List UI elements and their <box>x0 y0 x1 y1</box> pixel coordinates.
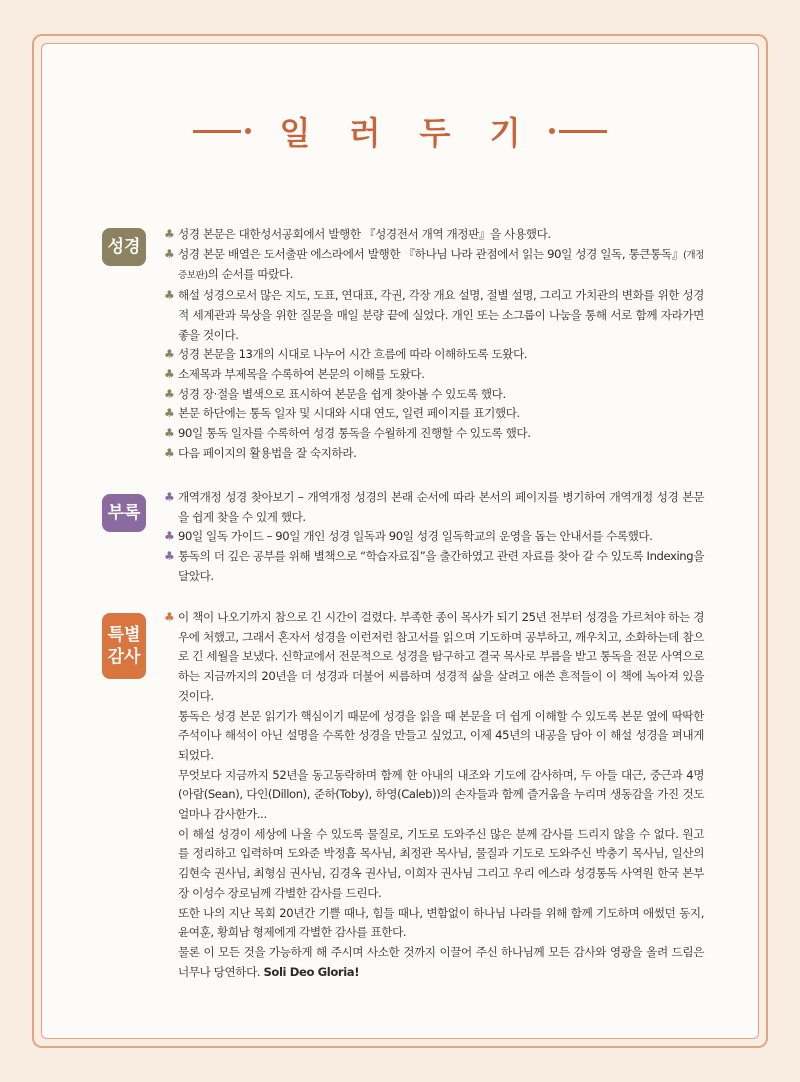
closing-phrase: Soli Deo Gloria! <box>263 964 360 979</box>
section-thanks <box>164 608 704 982</box>
club-icon: ♣ <box>164 610 175 624</box>
club-icon: ♣ <box>164 288 175 303</box>
thanks-paragraph: 이 책이 나오기까지 참으로 긴 시간이 걸렸다. 부족한 종이 목사가 되기 25년 전부터 성경을 가르쳐야 하는 경우에 처했고, 그래서 혼자서 성경을 이런저런 참고서를 읽으며 기도하며 공부하고, 깨우치고, 소화하는데 참으로 긴 세월을 보냈다. 신학교에서 전문적으로 성경을 탐구하고 결국 목사로 부름을 받고 통독을 전문 사역으로 하는 지금까지의 20년을 더 성경과 더불어 씨름하며 성경적 삶을 살려고 애쓴 흔적들이 이 책에 녹아져 있을 것이다. <box>178 610 704 703</box>
section-bible <box>164 225 704 463</box>
list-item: ♣ 다음 페이지의 활용법을 잘 숙지하라. <box>164 444 704 464</box>
section-badge-thanks: 특별 감사 <box>102 613 146 679</box>
list-item: ♣ 해설 성경으로서 많은 지도, 도표, 연대표, 각권, 각장 개요 설명, 절별 설명, 그리고 가치관의 변화를 위한 성경적 세계관과 묵상을 위한 질문을 매일 분량 끝에 실었다. 개인 또는 소그룹이 나눔을 통해 서로 함께 자라가면 좋을 것이다. <box>164 288 704 342</box>
list-item: ♣ 성경 본문 배열은 도서출판 에스라에서 발행한 『하나님 나라 관점에서 읽는 90일 성경 일독, 통큰통독』(개정증보판)의 순서를 따랐다. <box>164 246 704 282</box>
page-title: 일 러 두 기 <box>279 114 535 152</box>
title-rule-left <box>193 128 255 134</box>
list-item: ♣ 개역개정 성경 찾아보기 – 개역개정 성경의 본래 순서에 따라 본서의 페이지를 병기하여 개역개정 성경 본문을 쉽게 찾을 수 있게 했다. <box>164 490 704 524</box>
club-icon: ♣ <box>164 246 175 261</box>
list-item: ♣ 성경 본문은 대한성서공회에서 발행한 『성경전서 개역 개정판』을 사용했다. <box>164 225 704 245</box>
club-icon: ♣ <box>164 490 175 504</box>
club-icon: ♣ <box>164 386 175 401</box>
club-icon: ♣ <box>164 426 175 441</box>
club-icon: ♣ <box>164 227 175 241</box>
club-icon: ♣ <box>164 347 175 362</box>
title-rule-right <box>545 128 607 134</box>
list-item: ♣ 90일 일독 가이드 – 90일 개인 성경 일독과 90일 성경 일독학교의 운영을 돕는 안내서를 수록했다. <box>164 527 704 547</box>
thanks-paragraph: 무엇보다 지금까지 52년을 동고동락하며 함께 한 아내의 내조와 기도에 감사하며, 두 아들 대근, 중근과 4명(아람(Sean), 다인(Dillon), 준하(Toby), 하영(Caleb))의 손자들과 함께 즐거움을 누리며 생동감을 가진 것도 얼마나 감사한가... <box>178 767 704 822</box>
section-badge-bible: 성경 <box>102 228 146 266</box>
thanks-paragraph: 이 해설 성경이 세상에 나올 수 있도록 물질로, 기도로 도와주신 많은 분께 감사를 드리지 않을 수 없다. 원고를 정리하고 입력하며 도와준 박정흠 목사님, 최정관 목사님, 물질과 기도로 도와주신 박충기 목사님, 일산의 김현숙 권사님, 최형심 권사님, 김경옥 권사님, 이희자 권사님 그리고 우리 에스라 성경통독 사역원 한국 본부장 이성수 장로님께 각별한 감사를 드린다. <box>178 826 704 900</box>
club-icon: ♣ <box>164 445 175 460</box>
list-item: ♣ 성경 장·절을 별색으로 표시하여 본문을 쉽게 찾아볼 수 있도록 했다. <box>164 385 704 405</box>
list-item: ♣ 소제목과 부제목을 수록하여 본문의 이해를 도왔다. <box>164 365 704 385</box>
club-icon: ♣ <box>164 366 175 381</box>
list-item: ♣ 성경 본문을 13개의 시대로 나누어 시간 흐름에 따라 이해하도록 도왔다. <box>164 345 704 365</box>
thanks-paragraph-last: 물론 이 모든 것을 가능하게 해 주시며 사소한 것까지 이끌어 주신 하나님께 모든 감사와 영광을 올려 드림은 너무나 당연하다. Soli Deo Gloria! <box>178 944 704 979</box>
club-icon: ♣ <box>164 549 175 564</box>
thanks-body <box>164 608 704 982</box>
title-block <box>0 106 800 156</box>
thanks-paragraph: 통독은 성경 본문 읽기가 핵심이기 때문에 성경을 읽을 때 본문을 더 쉽게 이해할 수 있도록 본문 옆에 딱딱한 주석이나 해석이 아닌 설명을 수록한 성경을 만들고 싶었고, 이제 45년의 내공을 담아 이 해설 성경을 펴내게 되었다. <box>178 708 704 762</box>
list-item: ♣ 90일 통독 일자를 수록하여 성경 통독을 수월하게 진행할 수 있도록 했다. <box>164 424 704 444</box>
section-appendix <box>164 488 704 587</box>
list-item: ♣ 본문 하단에는 통독 일자 및 시대와 시대 연도, 일련 페이지를 표기했다. <box>164 404 704 424</box>
thanks-paragraph: 또한 나의 지난 목회 20년간 기쁠 때나, 힘들 때나, 변함없이 하나님 나라를 위해 함께 기도하며 애썼던 동지, 윤여훈, 황희남 형제에게 각별한 감사를 표한다. <box>178 905 704 940</box>
club-icon: ♣ <box>164 406 175 421</box>
list-item: ♣ 통독의 더 깊은 공부를 위해 별책으로 “학습자료집”을 출간하였고 관련 자료를 찾아 갈 수 있도록 Indexing을 달았다. <box>164 549 704 583</box>
club-icon: ♣ <box>164 529 175 544</box>
section-badge-appendix: 부록 <box>102 494 146 532</box>
